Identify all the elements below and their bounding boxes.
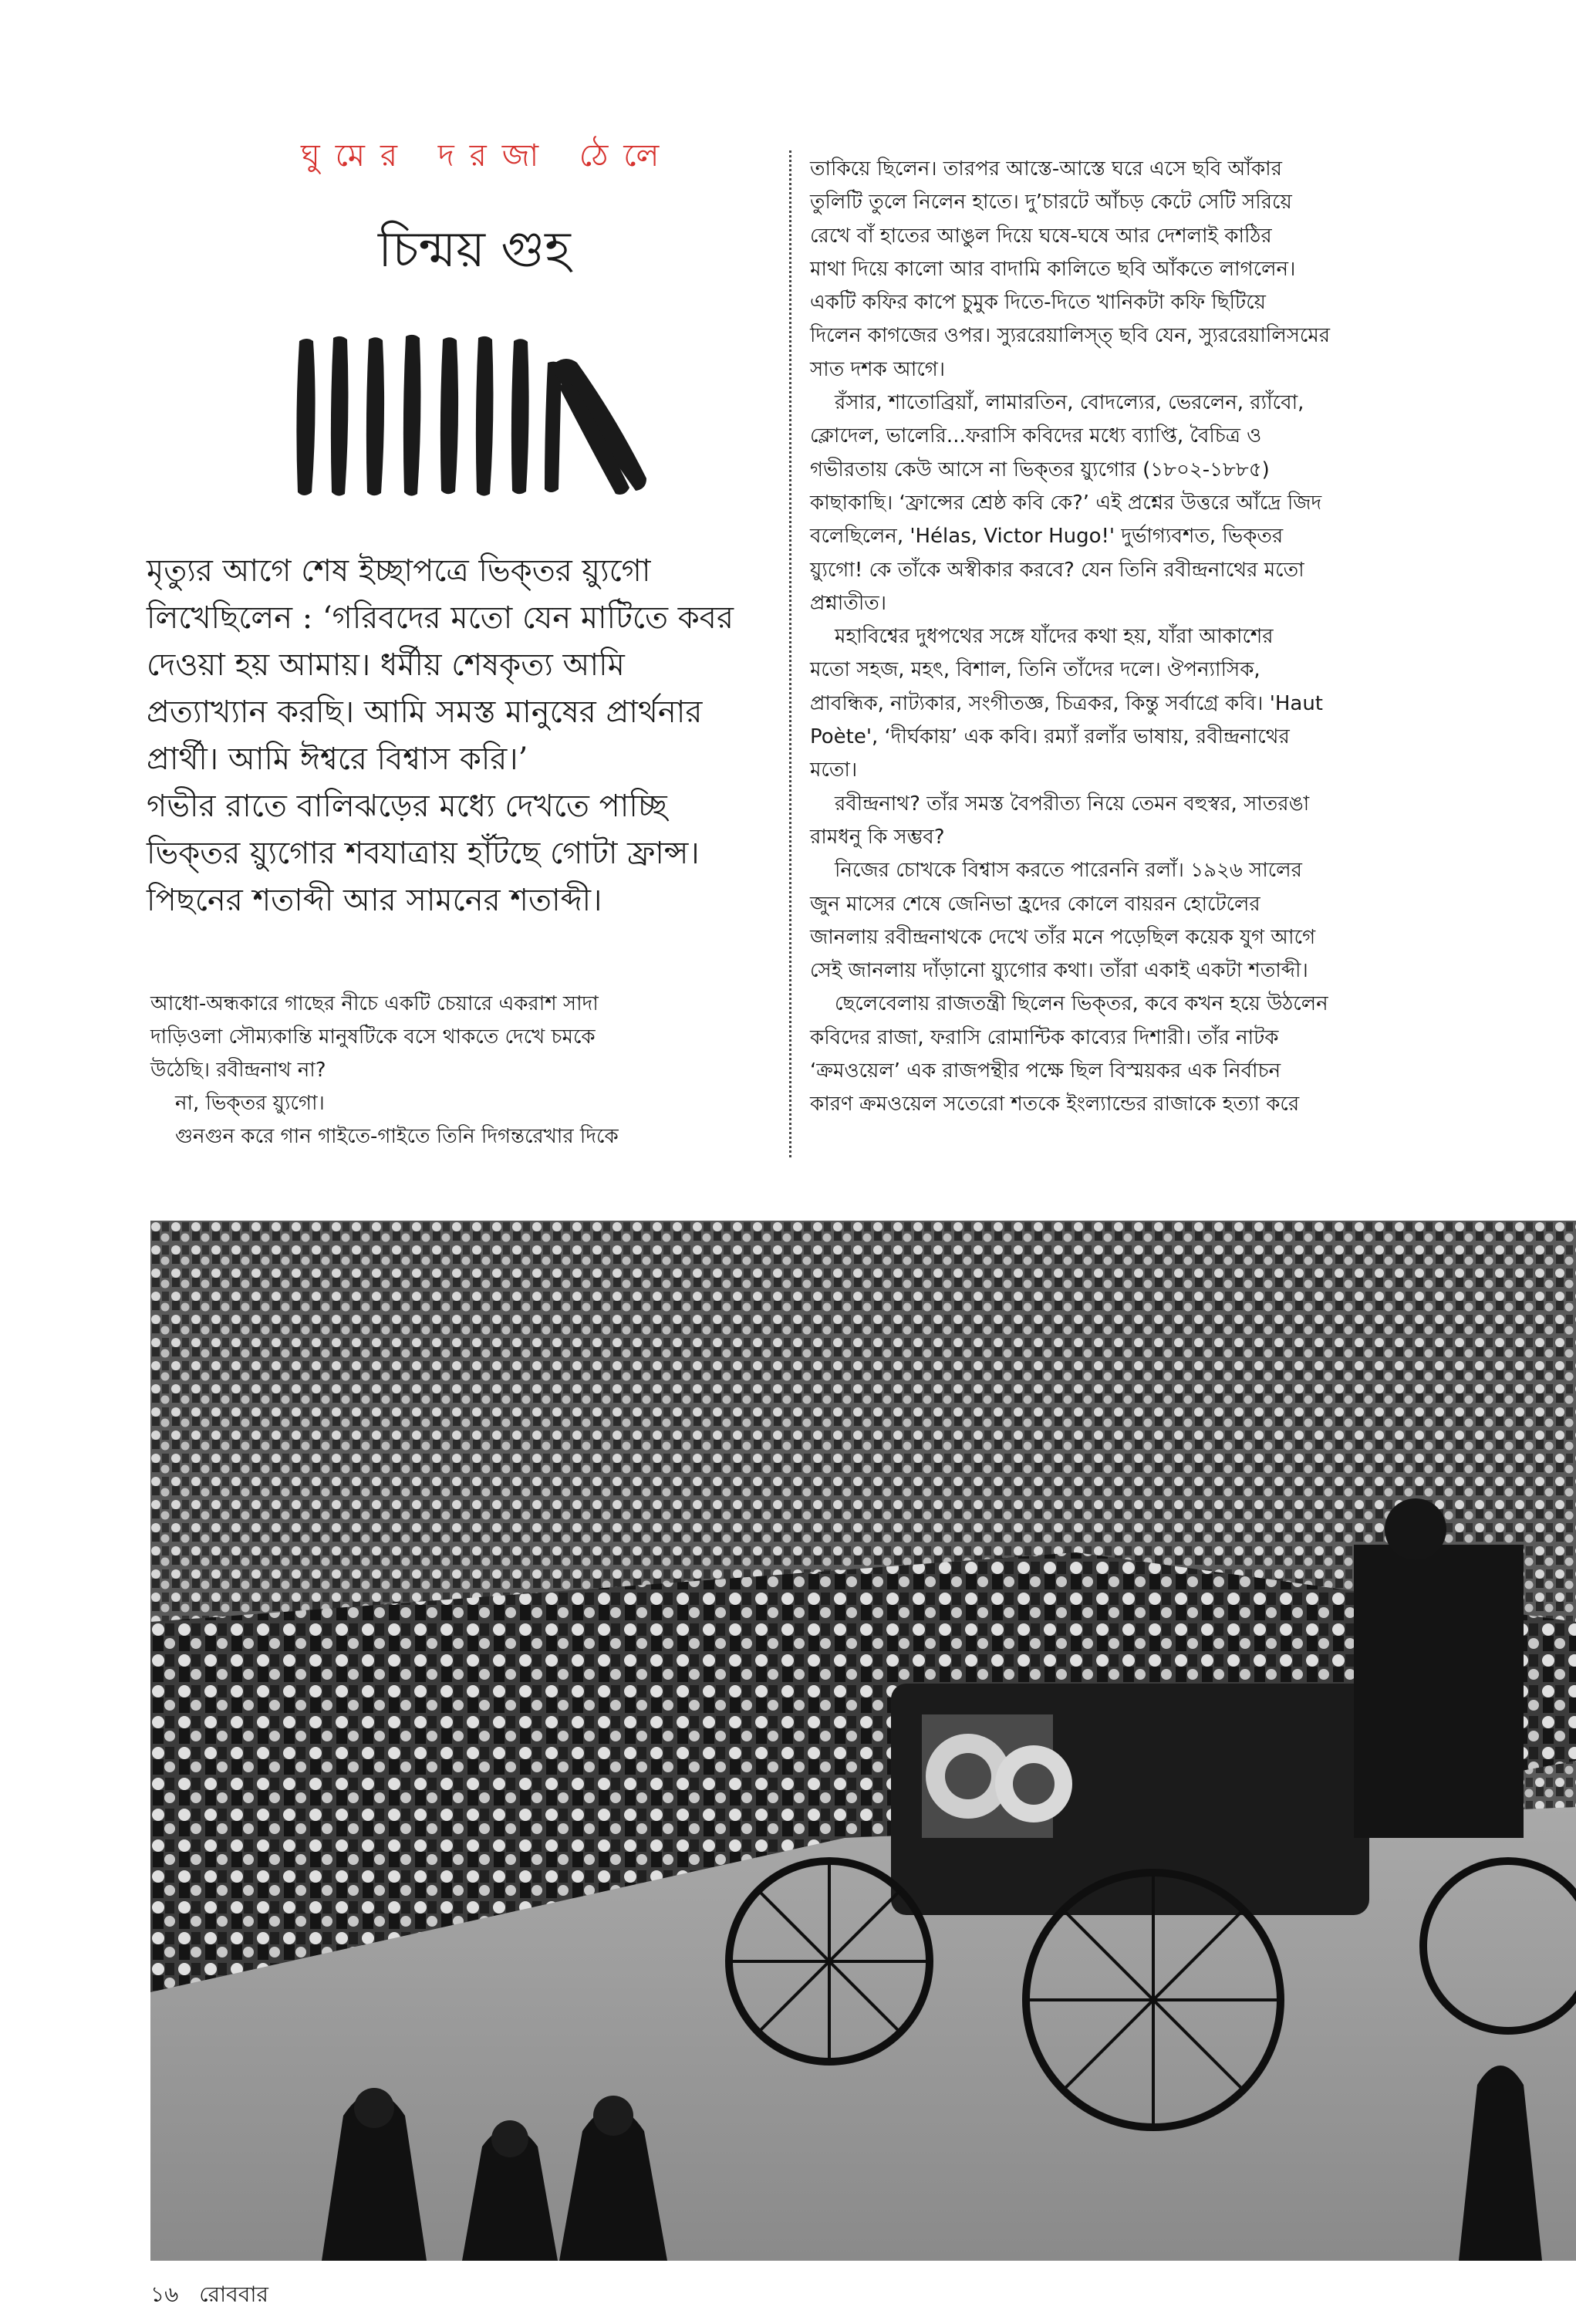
intro-pullquote	[147, 548, 764, 924]
body-line: Poète', ‘দীর্ঘকায়’ এক কবি। রম্যাঁ রলাঁর ভাষায়, রবীন্দ্রনাথের	[810, 725, 1290, 749]
body-line: জানলায় রবীন্দ্রনাথকে দেখে তাঁর মনে পড়েছিল কয়েক যুগ আগে	[810, 925, 1316, 949]
body-line: প্রাবন্ধিক, নাট্যকার, সংগীতজ্ঞ, চিত্রকর, কিন্তু সর্বাগ্রে কবি। 'Haut	[810, 691, 1324, 715]
body-line: মতো।	[810, 758, 858, 782]
body-line: প্রশ্নাতীত।	[810, 591, 887, 615]
body-line: কবিদের রাজা, ফরাসি রোমান্টিক কাব্যের দিশারী। তাঁর নাটক	[810, 1025, 1279, 1049]
body-line: দিলেন কাগজের ওপর। স্যুররেয়ালিস্ত্‌ ছবি যেন, স্যুররেয়ালিসমের	[810, 324, 1331, 348]
body-line: রঁসার, শাতোব্রিয়াঁ, লামারতিন, বোদল্যের, ভেরলেন, র‍্যাঁবো,	[835, 391, 1304, 415]
body-line: ‘ক্রমওয়েল’ এক রাজপন্থীর পক্ষে ছিল বিস্ময়কর এক নির্বাচন	[810, 1059, 1281, 1083]
intro-line: লিখেছিলেন : ‘গরিবদের মতো যেন মাটিতে কবর	[147, 600, 734, 636]
section-kicker: ঘুমের দরজা ঠেলে	[301, 138, 675, 174]
brush-stroke-ornament	[293, 332, 663, 502]
intro-line: প্রত্যাখ্যান করছি। আমি সমস্ত মানুষের প্রার্থনার	[147, 694, 703, 730]
body-line: আধো-অন্ধকারে গাছের নীচে একটি চেয়ারে একরাশ সাদা	[150, 992, 599, 1015]
intro-line: প্রার্থী। আমি ঈশ্বরে বিশ্বাস করি।’	[147, 741, 528, 777]
body-line: মহাবিশ্বের দুধপথের সঙ্গে যাঁদের কথা হয়, যাঁরা আকাশের	[835, 625, 1274, 649]
intro-line: ভিক্‌তর য়্যুগোর শবযাত্রায় হাঁটছে গোটা ফ্রান্স।	[147, 836, 700, 871]
body-line: দাড়িওলা সৌম্যকান্তি মানুষটিকে বসে থাকতে দেখে চমকে	[150, 1025, 596, 1049]
body-line: তাকিয়ে ছিলেন। তারপর আস্তে-আস্তে ঘরে এসে ছবি আঁকার	[810, 157, 1282, 181]
magazine-name: রোববার	[199, 2282, 268, 2307]
page-number: ১৬	[150, 2282, 179, 2307]
body-line: কাছাকাছি। ‘ফ্রান্সের শ্রেষ্ঠ কবি কে?’ এই প্রশ্নের উত্তরে আঁদ্রে জিদ	[810, 491, 1322, 515]
funeral-procession-photo	[150, 1221, 1576, 2261]
body-line: রবীন্দ্রনাথ? তাঁর সমস্ত বৈপরীত্য নিয়ে তেমন বহুস্বর, সাতরঙা	[835, 792, 1310, 816]
body-line: সাত দশক আগে।	[810, 357, 946, 381]
body-line: রামধনু কি সম্ভব?	[810, 825, 945, 849]
body-line: গুনগুন করে গান গাইতে-গাইতে তিনি দিগন্তরেখার দিকে	[175, 1125, 619, 1148]
body-line: তুলিটি তুলে নিলেন হাতে। দু’চারটে আঁচড় কেটে সেটি সরিয়ে	[810, 191, 1292, 214]
left-column-body	[150, 988, 752, 1154]
body-line: গভীরতায় কেউ আসে না ভিক্‌তর য়্যুগোর (১৮০২-১৮৮৫)	[810, 458, 1270, 481]
body-line: রেখে বাঁ হাতের আঙুল দিয়ে ঘষে-ঘষে আর দেশলাই কাঠির	[810, 224, 1272, 248]
right-column-body	[810, 153, 1427, 1122]
body-line: বলেছিলেন, 'Hélas, Victor Hugo!' দুর্ভাগ্যবশত, ভিক্‌তর	[810, 525, 1284, 549]
page-footer	[150, 2278, 282, 2314]
body-line: মতো সহজ, মহৎ, বিশাল, তিনি তাঁদের দলে। ঔপন্যাসিক,	[810, 658, 1260, 682]
intro-line: গভীর রাতে বালিঝড়ের মধ্যে দেখতে পাচ্ছি	[147, 789, 667, 824]
author-name: চিন্ময় গুহ	[378, 221, 571, 279]
body-line: য়্যুগো! কে তাঁকে অস্বীকার করবে? যেন তিনি রবীন্দ্রনাথের মতো	[810, 558, 1304, 582]
body-line: না, ভিক্‌তর য়্যুগো।	[175, 1092, 325, 1115]
intro-line: মৃত্যুর আগে শেষ ইচ্ছাপত্রে ভিক্‌তর য়্যুগো	[147, 553, 651, 589]
body-line: ক্লোদেল, ভালেরি...ফরাসি কবিদের মধ্যে ব্যাপ্তি, বৈচিত্র ও	[810, 424, 1262, 448]
body-line: সেই জানলায় দাঁড়ানো য়্যুগোর কথা। তাঁরা একাই একটা শতাব্দী।	[810, 959, 1308, 983]
body-line: কারণ ক্রমওয়েল সতেরো শতকে ইংল্যান্ডের রাজাকে হত্যা করে	[810, 1093, 1300, 1116]
body-line: উঠেছি। রবীন্দ্রনাথ না?	[150, 1059, 326, 1082]
column-divider	[789, 150, 791, 1157]
body-line: জুন মাসের শেষে জেনিভা হ্রদের কোলে বায়রন হোটেলের	[810, 892, 1260, 916]
body-line: মাথা দিয়ে কালো আর বাদামি কালিতে ছবি আঁকতে লাগলেন।	[810, 257, 1296, 281]
body-line: একটি কফির কাপে চুমুক দিতে-দিতে খানিকটা কফি ছিটিয়ে	[810, 291, 1266, 315]
intro-line: পিছনের শতাব্দী আর সামনের শতাব্দী।	[147, 883, 602, 918]
body-line: নিজের চোখকে বিশ্বাস করতে পারেননি রলাঁ। ১৯২৬ সালের	[835, 859, 1302, 883]
intro-line: দেওয়া হয় আমায়। ধর্মীয় শেষকৃত্য আমি	[147, 647, 625, 683]
body-line: ছেলেবেলায় রাজতন্ত্রী ছিলেন ভিক্‌তর, কবে কখন হয়ে উঠলেন	[835, 992, 1328, 1016]
